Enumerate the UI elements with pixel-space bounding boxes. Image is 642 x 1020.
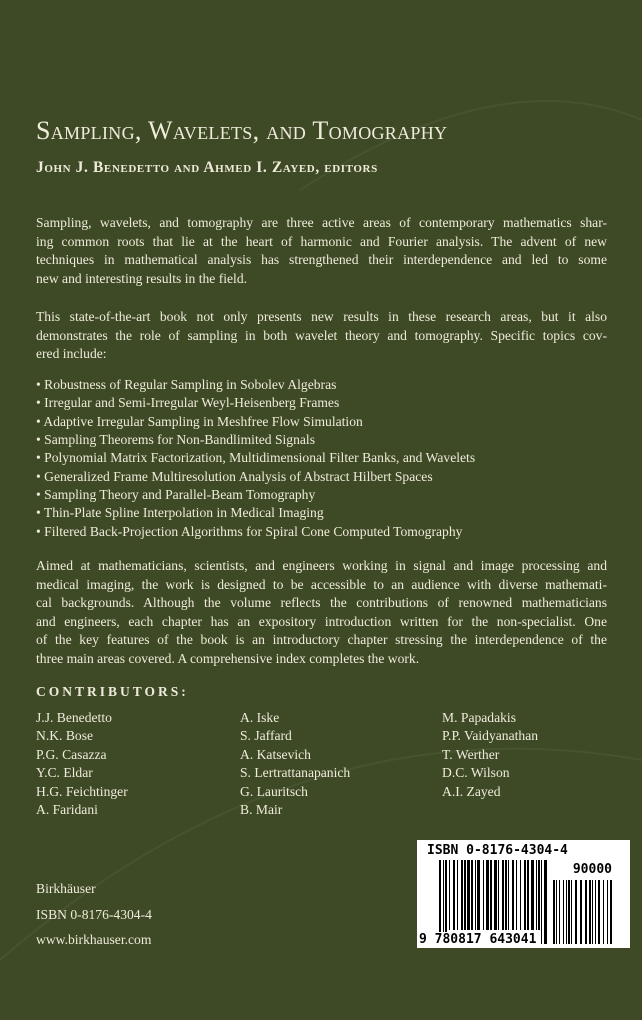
topic-item: • Thin-Plate Spline Interpolation in Medical Imaging [36,505,324,521]
barcode-bar [598,880,600,944]
barcode-bar [508,860,509,930]
text-line: techniques in mathematical analysis has strengthened their interdependence and led to some [36,252,607,268]
barcode-bar [467,860,470,930]
contributor: A. Katsevich [240,746,311,762]
text-line: ing common roots that lie at the heart of harmonic and Fourier analysis. The advent of new [36,233,607,249]
book-title: Sampling, Wavelets, and Tomography [36,116,448,145]
contributors-column-3 [442,709,632,801]
barcode-bar [531,860,534,930]
text-line: of the key features of the book is an introductory chapter stressing the interdependence of the [36,632,607,648]
isbn-barcode [417,840,630,948]
contributor: G. Lauritsch [240,783,308,799]
barcode-bar [610,880,612,944]
topics-list [36,376,607,541]
barcode-bar [575,880,577,944]
contributors-column-2 [240,709,430,819]
barcode-bar [536,860,537,930]
barcode-bar [553,880,555,944]
topic-item: • Generalized Frame Multiresolution Analysis of Abstract Hilbert Spaces [36,468,433,484]
barcode-bar [464,860,466,930]
contributor: N.K. Bose [36,728,94,744]
barcode-bar [449,860,450,930]
contributor: H.G. Feichtinger [36,783,128,799]
contributor: D.C. Wilson [442,765,510,781]
publisher-isbn: ISBN 0-8176-4304-4 [36,906,152,922]
contributor: Y.C. Eldar [36,765,93,781]
contributor: S. Jaffard [240,728,292,744]
contributor: S. Lertrattanapanich [240,765,351,781]
barcode-bar [471,860,473,930]
text-line: and engineers, each chapter has an expository introduction written for the non-specialist. One [36,613,607,629]
description-paragraph-2 [36,308,607,364]
text-line: ered include: [36,346,107,362]
barcode-ean: 9 780817 643041 [419,932,537,947]
topic-item: • Filtered Back-Projection Algorithms for Spiral Cone Computed Tomography [36,523,463,539]
contributors-heading: CONTRIBUTORS: [36,684,189,699]
barcode-bar [544,860,547,944]
contributor: B. Mair [240,802,283,818]
contributor: A. Faridani [36,802,98,818]
barcode-bar [453,860,455,930]
publisher-url: www.birkhauser.com [36,932,152,947]
barcode-bar [607,880,608,944]
barcode-price-code: 90000 [572,862,612,877]
publisher-name: Birkhäuser [36,881,96,896]
barcode-isbn: ISBN 0-8176-4304-4 [427,843,568,858]
barcode-bar [477,860,480,930]
contributor: T. Werther [442,746,500,762]
barcode-bar [556,880,557,944]
barcode-bar [559,880,560,944]
topic-item: • Sampling Theory and Parallel-Beam Tomography [36,487,316,503]
topic-item: • Irregular and Semi-Irregular Weyl-Heisenberg Frames [36,395,340,411]
barcode-bar [483,860,484,930]
barcode-bar [457,860,458,930]
topic-item: • Robustness of Regular Sampling in Sobolev Algebras [36,377,337,392]
barcode-bar [541,860,542,944]
barcode-bar [538,860,540,930]
barcode-bar [603,880,604,944]
book-editors: John J. Benedetto and Ahmed I. Zayed, editors [36,159,378,176]
text-line: new and interesting results in the field. [36,270,248,286]
text-line: three main areas covered. A comprehensive index completes the work. [36,650,420,666]
barcode-bar [505,860,507,930]
barcode-bar [475,860,476,930]
barcode-bar [563,880,564,944]
barcode-bar [498,860,499,930]
barcode-bar [592,880,593,944]
contributor: A. Iske [240,710,280,725]
barcode-bar [585,880,587,944]
contributor: M. Papadakis [442,710,517,725]
barcode-bar [502,860,504,930]
barcode-bar [520,860,521,930]
description-paragraph-1 [36,214,607,288]
barcode-bar [566,880,567,944]
topic-item: • Sampling Theorems for Non-Bandlimited Signals [36,432,315,448]
contributor: A.I. Zayed [442,783,501,799]
contributors-column-1 [36,709,226,819]
barcode-bar [494,860,497,930]
text-line: demonstrates the role of sampling in both wavelet theory and tomography. Specific topics cov- [36,327,607,343]
barcode-bar [595,880,596,944]
barcode-bar [516,860,517,930]
barcode-bar [527,860,529,930]
barcode-bar [580,880,582,944]
barcode-bar [486,860,489,930]
topic-item: • Adaptive Irregular Sampling in Meshfree Flow Simulation [36,413,363,429]
barcode-bar [568,880,570,944]
barcode-bar [512,860,514,930]
barcode-bar [571,880,572,944]
contributor: J.J. Benedetto [36,710,112,725]
contributor: P.P. Vaidyanathan [442,728,539,744]
barcode-bar [524,860,526,930]
text-line: Sampling, wavelets, and tomography are three active areas of contemporary mathematics shar- [36,215,607,230]
barcode-bar [461,860,463,930]
barcode-bar [490,860,492,930]
text-line: cal backgrounds. Although the volume reflects the contributions of renowned mathematicians [36,595,607,611]
description-paragraph-3 [36,557,607,669]
text-line: Aimed at mathematicians, scientists, and engineers working in signal and image processing and [36,558,607,573]
text-line: This state-of-the-art book not only presents new results in these research areas, but it also [36,309,607,324]
publisher-info [36,876,152,953]
barcode-bar [589,880,591,944]
topic-item: • Polynomial Matrix Factorization, Multidimensional Filter Banks, and Wavelets [36,450,476,466]
text-line: medical imaging, the work is designed to be accessible to an audience with diverse mathemati- [36,576,607,592]
contributor: P.G. Casazza [36,746,107,762]
